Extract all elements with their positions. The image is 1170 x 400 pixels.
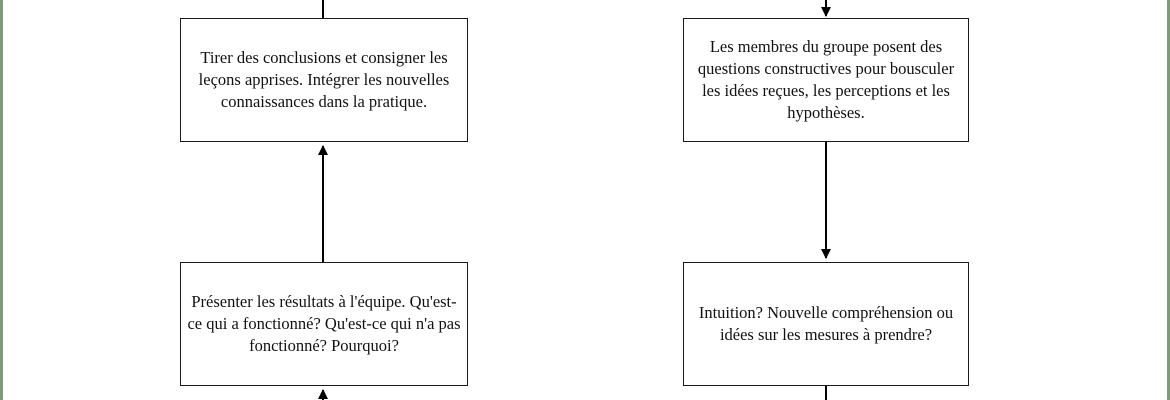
questions-box [683, 18, 969, 142]
conclusions-text: Tirer des conclusions et consigner les leçons apprises. Intégrer les nouvelles connaissances dans la pratique. [198, 48, 450, 111]
intuition-box [683, 262, 969, 386]
intuition-text: Intuition? Nouvelle compréhension ou idées sur les mesures à prendre? [698, 303, 954, 344]
results-text: Présenter les résultats à l'équipe. Qu'est-ce qui a fonctionné? Qu'est-ce qui n'a pas fonctionné? Pourquoi? [187, 292, 461, 355]
results-box [180, 262, 468, 386]
questions-text: Les membres du groupe posent des questions constructives pour bousculer les idées reçues, les perceptions et les hypothèses. [697, 37, 955, 122]
conclusions-box [180, 18, 468, 142]
